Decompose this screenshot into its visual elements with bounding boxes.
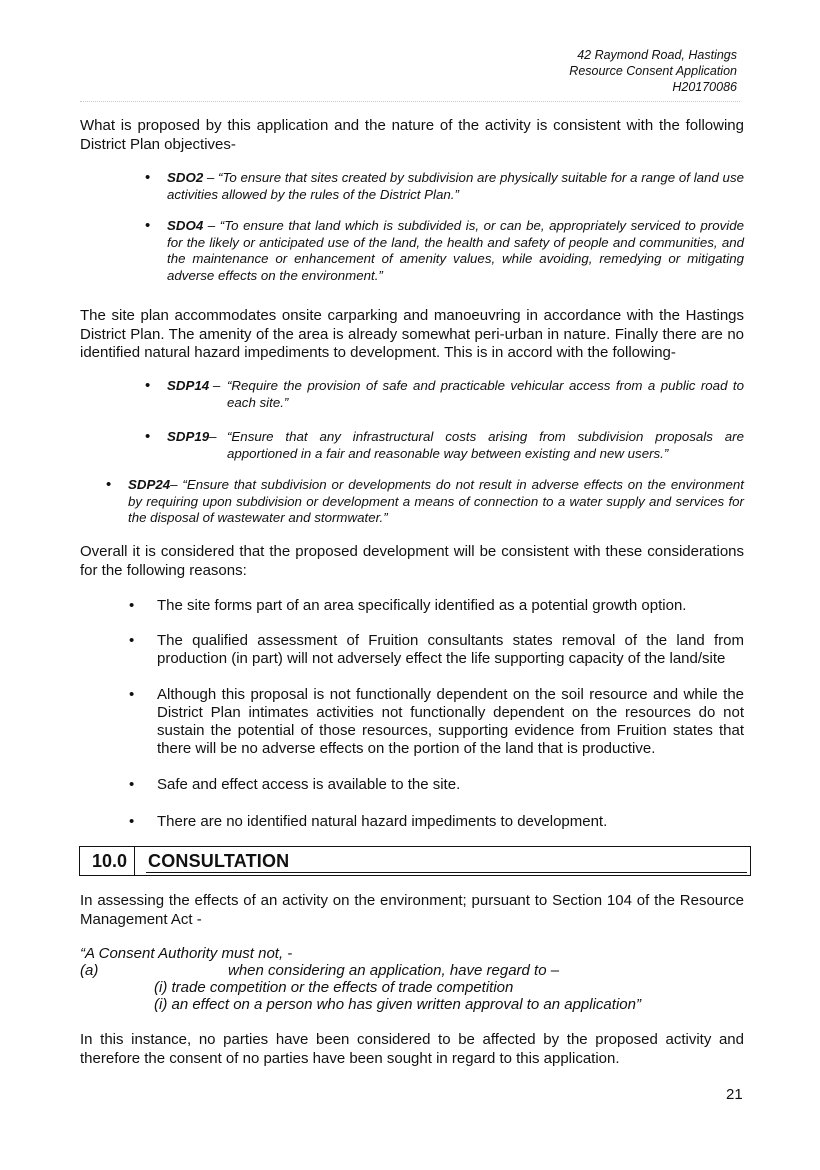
reason-text: There are no identified natural hazard impediments to development. xyxy=(157,813,608,830)
bullet: • xyxy=(129,632,135,649)
objective-code: SDO4 xyxy=(167,218,204,233)
intro-paragraph: What is proposed by this application and the nature of the activity is consistent with the following District Plan objectives- xyxy=(80,117,744,153)
policy-text: “Require the provision of safe and practicable vehicular access from a public road to each site.” xyxy=(227,378,744,410)
section-heading xyxy=(79,846,751,876)
policy-sdp14 xyxy=(145,377,744,410)
header-reference: H20170086 xyxy=(672,80,737,94)
policy-sdp19 xyxy=(145,428,744,461)
bullet: • xyxy=(145,217,151,234)
quote-line-1: “A Consent Authority must not, - xyxy=(80,945,293,962)
heading-divider xyxy=(134,847,135,875)
reason-item xyxy=(129,686,744,758)
policy-code: SDP24 xyxy=(128,477,171,492)
reason-text: The qualified assessment of Fruition consultants states removal of the land from production (in part) will not adversely effect the life supporting capacity of the land/site xyxy=(157,632,744,667)
bullet: • xyxy=(129,597,135,614)
header-subtitle: Resource Consent Application xyxy=(569,64,737,78)
policy-text: – “Ensure that subdivision or developments do not result in adverse effects on the environment by requiring upon subdivision or development a means of connection to a water supply and services for the disposal of wastewater and stormwater.” xyxy=(128,477,744,525)
policy-dash: – xyxy=(209,378,221,393)
bullet: • xyxy=(145,169,151,186)
policy-code: SDP14 xyxy=(167,378,210,393)
reason-item xyxy=(129,776,744,794)
policy-code: SDP19 xyxy=(167,429,210,444)
bullet: • xyxy=(145,377,151,394)
page-number: 21 xyxy=(726,1086,743,1103)
closing-paragraph: In this instance, no parties have been considered to be affected by the proposed activity and therefore the consent of no parties have been sought in regard to this application. xyxy=(80,1031,744,1067)
section-number: 10.0 xyxy=(92,851,128,871)
bullet: • xyxy=(106,476,112,493)
policy-dash: – xyxy=(209,429,217,444)
objective-code: SDO2 xyxy=(167,170,204,185)
section-title: CONSULTATION xyxy=(148,851,290,871)
reason-text: Safe and effect access is available to the site. xyxy=(157,776,461,793)
site-plan-paragraph: The site plan accommodates onsite carparking and manoeuvring in accordance with the Hastings District Plan. The amenity of the area is already somewhat peri-urban in nature. Finally there are no identified natural hazard impediments to development. This is in accord with the following- xyxy=(80,307,744,361)
bullet: • xyxy=(129,776,135,793)
bullet: • xyxy=(129,813,135,830)
objective-sdo2 xyxy=(145,169,744,203)
reason-item xyxy=(129,813,744,831)
policy-text: “Ensure that any infrastructural costs arising from subdivision proposals are apportioned in a fair and reasonable way between existing and new users.” xyxy=(227,429,744,461)
quote-item-2: (i) an effect on a person who has given written approval to an application” xyxy=(154,996,641,1013)
bullet: • xyxy=(145,428,151,445)
objective-text: – “To ensure that land which is subdivided is, or can be, appropriately serviced to provide for the likely or anticipated use of the land, the health and safety of people and communities, and the maintenance or enhancement of amenity values, while avoiding, remedying or mitigating adverse effects on the environment.” xyxy=(167,218,744,283)
bullet: • xyxy=(129,686,135,703)
objective-sdo4 xyxy=(145,217,744,284)
reason-item xyxy=(129,632,744,668)
page-header xyxy=(569,47,737,95)
reason-item xyxy=(129,597,744,615)
header-address: 42 Raymond Road, Hastings xyxy=(577,48,737,62)
policy-sdp24 xyxy=(106,476,744,527)
heading-underline xyxy=(146,872,747,873)
quote-item-1: (i) trade competition or the effects of trade competition xyxy=(154,979,514,996)
reason-text: Although this proposal is not functionally dependent on the soil resource and while the District Plan intimates activities not functionally dependent on the resources do not sustain the potential of those resources, supporting evidence from Fruition states that there will be no adverse effects on the portion of the land that is productive. xyxy=(157,686,744,757)
objective-text: – “To ensure that sites created by subdivision are physically suitable for a range of land use activities allowed by the rules of the District Plan.” xyxy=(167,170,744,202)
quote-label-a: (a) xyxy=(80,962,99,979)
assessment-paragraph: In assessing the effects of an activity on the environment; pursuant to Section 104 of the Resource Management Act - xyxy=(80,892,744,928)
header-divider xyxy=(80,101,740,102)
reason-text: The site forms part of an area specifically identified as a potential growth option. xyxy=(157,597,687,614)
overall-paragraph: Overall it is considered that the proposed development will be consistent with these considerations for the following reasons: xyxy=(80,543,744,579)
quote-line-a: when considering an application, have regard to – xyxy=(228,962,560,979)
